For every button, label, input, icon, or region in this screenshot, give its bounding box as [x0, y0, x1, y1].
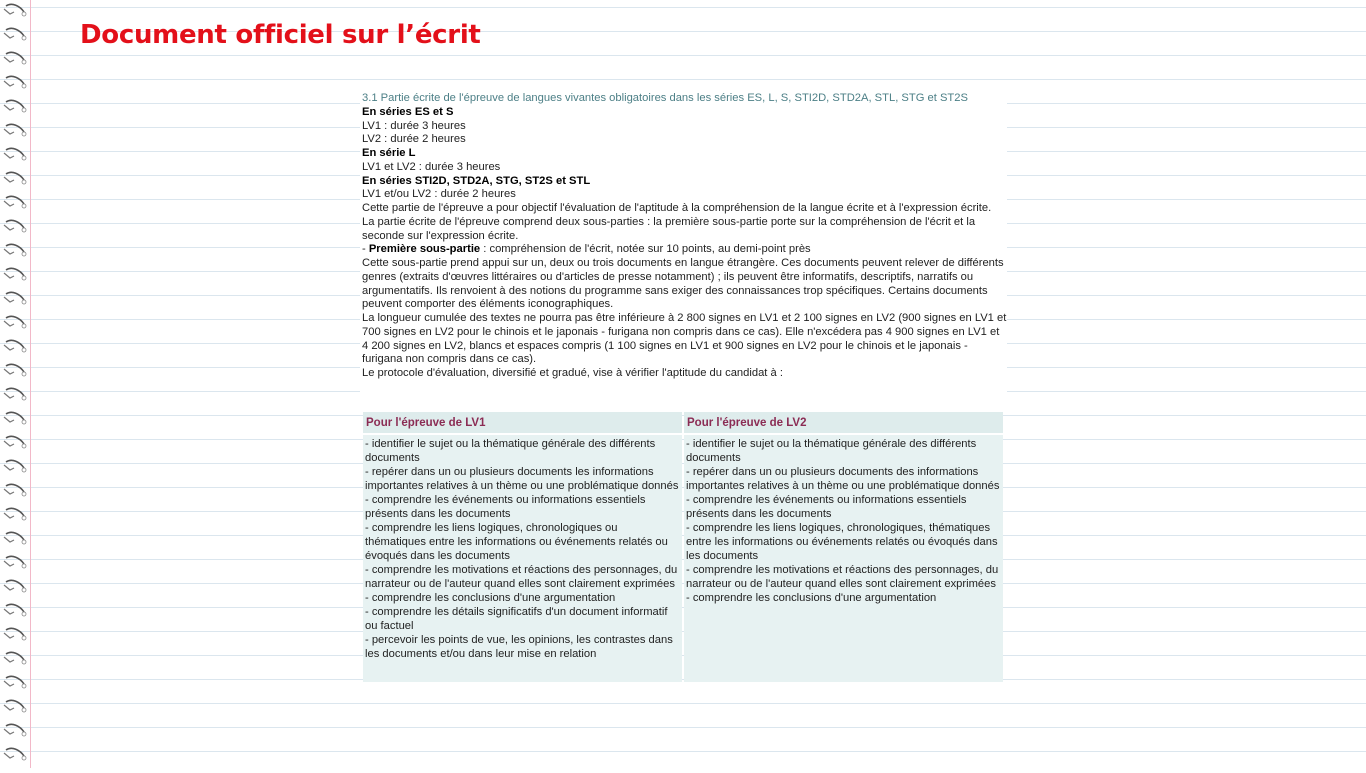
- spiral-ring-icon: [4, 292, 26, 304]
- first-part-paragraph: [362, 243, 1007, 257]
- table-row: [363, 435, 1003, 682]
- list-item: - comprendre les conclusions d'une argumentation: [686, 592, 937, 604]
- documents-description: Cette sous-partie prend appui sur un, deux ou trois documents en langue étrangère. Ces documents peuvent relever de différents genres (extraits d'œuvres littéraires ou d'articles de presse notamment) ; ils peuvent être informatifs, descriptifs, narratifs ou argumentatifs. Ils renvoient à des notions du programme sans exiger des connaissances trop spécifiques. Certains documents peuvent comporter des éléments iconographiques.: [362, 257, 1004, 311]
- list-item: - identifier le sujet ou la thématique générale des différents documents: [365, 438, 656, 464]
- list-item: - comprendre les événements ou informations essentiels présents dans les documents: [686, 494, 967, 520]
- spiral-ring-icon: [4, 724, 26, 736]
- spiral-ring-icon: [4, 100, 26, 112]
- spiral-ring-icon: [4, 460, 26, 472]
- slide-title: Document officiel sur l’écrit: [80, 20, 481, 50]
- spiral-ring-icon: [4, 220, 26, 232]
- lv2-column-header: Pour l'épreuve de LV2: [684, 412, 1003, 433]
- list-item: - percevoir les points de vue, les opinions, les contrastes dans les documents et/ou dans leur mise en relation: [365, 634, 673, 660]
- list-item: - comprendre les liens logiques, chronologiques, thématiques entre les informations ou événements relatés ou évoqués dans les documents: [686, 522, 998, 562]
- spiral-ring-icon: [4, 556, 26, 568]
- spiral-ring-icon: [4, 28, 26, 40]
- skills-table: [361, 410, 1005, 684]
- spiral-ring-icon: [4, 580, 26, 592]
- structure-paragraph: La partie écrite de l'épreuve comprend deux sous-parties : la première sous-partie porte sur la compréhension de l'écrit et la seconde sur l'expression écrite.: [362, 215, 976, 242]
- spiral-ring-icon: [4, 76, 26, 88]
- objective-paragraph: Cette partie de l'épreuve a pour objectif l'évaluation de l'aptitude à la compréhension de la langue écrite et à l'expression écrite.: [362, 202, 992, 214]
- lv2-skills-cell: [684, 435, 1003, 682]
- first-part-text: : compréhension de l'écrit, notée sur 10 points, au demi-point près: [480, 243, 811, 256]
- lv1-skills-cell: [363, 435, 682, 682]
- spiral-ring-icon: [4, 172, 26, 184]
- table-header-row: [363, 412, 1003, 433]
- lv1-column-header: Pour l'épreuve de LV1: [363, 412, 682, 433]
- spiral-ring-icon: [4, 268, 26, 280]
- spiral-ring-icon: [4, 436, 26, 448]
- spiral-ring-icon: [4, 316, 26, 328]
- first-part-prefix: -: [362, 243, 369, 256]
- section-heading: 3.1 Partie écrite de l'épreuve de langues vivantes obligatoires dans les séries ES, L, S, STI2D, STD2A, STL, STG et ST2S: [362, 92, 968, 104]
- list-item: - identifier le sujet ou la thématique générale des différents documents: [686, 438, 977, 464]
- lv-duration-techno: LV1 et/ou LV2 : durée 2 heures: [362, 188, 516, 201]
- list-item: - repérer dans un ou plusieurs documents les informations importantes relatives à un thème ou une problématique donnés: [365, 466, 679, 492]
- list-item: - comprendre les événements ou informations essentiels présents dans les documents: [365, 494, 646, 520]
- spiral-ring-icon: [4, 508, 26, 520]
- spiral-ring-icon: [4, 4, 26, 16]
- spiral-ring-icon: [4, 388, 26, 400]
- list-item: - repérer dans un ou plusieurs documents des informations importantes relatives à un thème ou une problématique donnés: [686, 466, 1000, 492]
- first-part-label: Première sous-partie: [368, 243, 481, 256]
- spiral-ring-icon: [4, 484, 26, 496]
- list-item: - comprendre les conclusions d'une argumentation: [365, 592, 616, 604]
- list-item: - comprendre les liens logiques, chronologiques ou thématiques entre les informations ou événements relatés ou évoqués dans les documents: [365, 522, 668, 562]
- spiral-ring-icon: [4, 700, 26, 712]
- series-l-title: En série L: [362, 147, 416, 159]
- spiral-ring-icon: [4, 148, 26, 160]
- official-document-excerpt: [360, 90, 1007, 410]
- lv1-duration-es-s: LV1 : durée 3 heures: [362, 119, 466, 132]
- spiral-ring-icon: [4, 412, 26, 424]
- list-item: - comprendre les motivations et réactions des personnages, du narrateur ou de l'auteur quand elles sont clairement exprimées: [686, 564, 999, 590]
- notebook-margin-line: [30, 0, 31, 768]
- spiral-binding-icon: [0, 0, 30, 768]
- list-item: - comprendre les détails significatifs d'un document informatif ou factuel: [365, 606, 668, 632]
- list-item: - comprendre les motivations et réactions des personnages, du narrateur ou de l'auteur quand elles sont clairement exprimées: [365, 564, 678, 590]
- lv-duration-l: LV1 et LV2 : durée 3 heures: [362, 160, 501, 173]
- spiral-ring-icon: [4, 652, 26, 664]
- series-es-s-title: En séries ES et S: [362, 105, 454, 118]
- spiral-ring-icon: [4, 676, 26, 688]
- series-techno-title: En séries STI2D, STD2A, STG, ST2S et STL: [362, 174, 591, 187]
- protocol-paragraph: Le protocole d'évaluation, diversifié et gradué, vise à vérifier l'aptitude du candidat à :: [362, 367, 783, 379]
- lv2-duration-es-s: LV2 : durée 2 heures: [362, 133, 466, 146]
- spiral-ring-icon: [4, 364, 26, 376]
- spiral-ring-icon: [4, 628, 26, 640]
- spiral-ring-icon: [4, 532, 26, 544]
- spiral-ring-icon: [4, 124, 26, 136]
- length-rules: La longueur cumulée des textes ne pourra pas être inférieure à 2 800 signes en LV1 et 2 100 signes en LV2 (900 signes en LV1 et 700 signes en LV2 pour le chinois et le japonais - furigana non compris dans ce cas). Elle n'excédera pas 4 900 signes en LV1 et 4 200 signes en LV2, blancs et espaces compris (1 100 signes en LV1 et 900 signes en LV2 pour le chinois et le japonais - furigana non compris dans ce cas).: [362, 312, 1007, 366]
- spiral-ring-icon: [4, 748, 26, 760]
- spiral-ring-icon: [4, 340, 26, 352]
- spiral-ring-icon: [4, 604, 26, 616]
- spiral-ring-icon: [4, 52, 26, 64]
- spiral-ring-icon: [4, 244, 26, 256]
- spiral-ring-icon: [4, 196, 26, 208]
